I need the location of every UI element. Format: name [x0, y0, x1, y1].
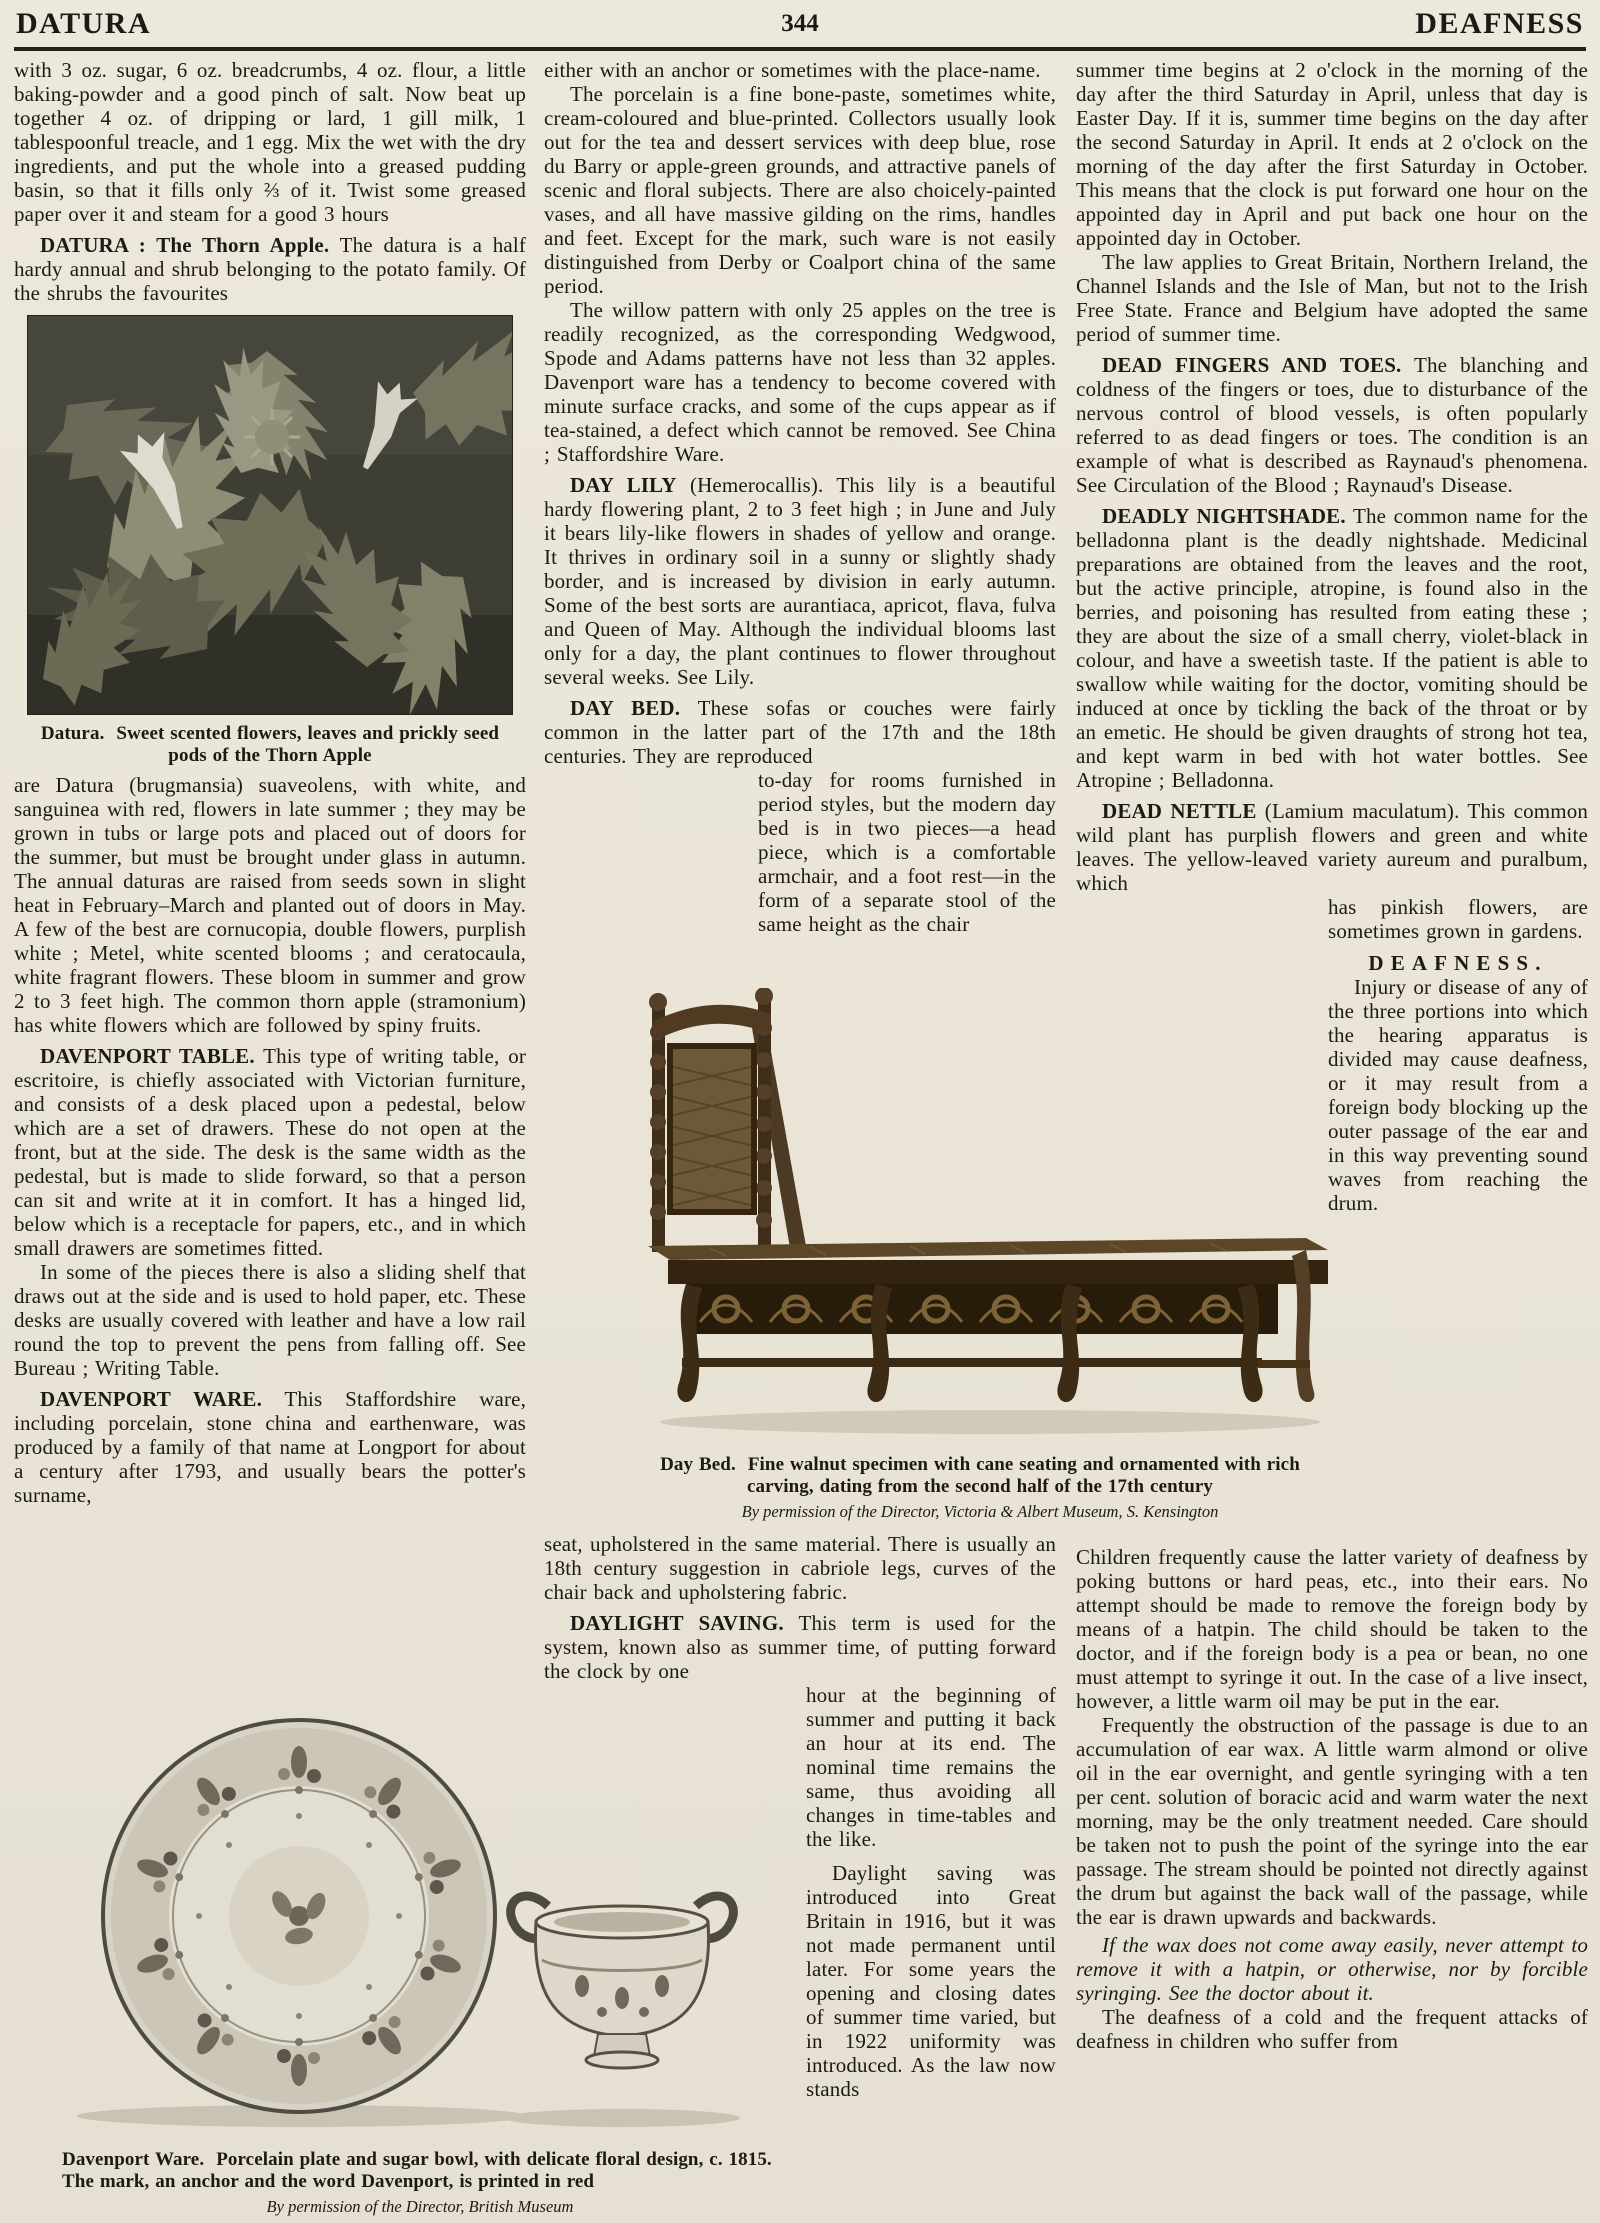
paragraph-deafness-children: Children frequently cause the latter variety of deafness by poking buttons or hard peas, etc., into their ears. No attempt should be made to remove the foreign body by means of a hatpin. The child should be taken to the doctor, and if the foreign body is a pea or bean, no one must attempt to syringe it out. In the case of a live insect, however, a little warm oil may be put in the ear. [1076, 1545, 1588, 1713]
entry-davenport-table [14, 1044, 526, 1260]
caption-text: Sweet scented flowers, leaves and prickly seed pods of the Thorn Apple [116, 723, 500, 766]
entry-body: to-day for rooms furnished in period styles, but the modern day bed is in two pieces—a head piece, which is a comfortable armchair, and a foot rest—in the form of a separate stool of the same height as the chair [758, 768, 1056, 936]
paragraph-ear-wax: Frequently the obstruction of the passage is due to an accumulation of ear wax. A little warm almond or olive oil in the ear overnight, and gentle syringing with a ten per cent. solution of boracic acid and warm water the next morning, may be the only treatment needed. Care should be taken not to push the point of the syringe into the ear passage. The stream should be pointed not directly against the drum but against the back wall of the passage, while the ear is drawn upwards and backwards. [1076, 1713, 1588, 1929]
davenport-ware-photo [62, 1716, 762, 2136]
paragraph-nettle-wrap [1076, 895, 1588, 943]
entry-deadly-nightshade [1076, 504, 1588, 792]
caption-lead: Datura. [40, 723, 105, 744]
paragraph-willow-pattern: The willow pattern with only 25 apples on the tree is readily recognized, as the corresponding Wedgwood, Spode and Adams patterns have not less than 32 apples. Davenport ware has a tendency to become covered with minute surface cracks, and some of the cups appear as if tea-stained, a defect which cannot be removed. See China ; Staffordshire Ware. [544, 298, 1056, 466]
entry-davenport-ware [14, 1387, 526, 1507]
paragraph-porcelain: The porcelain is a fine bone-paste, sometimes white, cream-coloured and blue-printed. Collectors usually look out for the tea and dessert services with deep blue, rose du Barry or apple-green grounds, and attractive panels of scenic and floral subjects. There are also choicely-painted vases, and all have massive gilding on the rims, handles and feet. Except for the mark, such ware is not easily distinguished from Derby or Coalport china of the same period. [544, 82, 1056, 298]
entry-heading: DAY LILY [570, 473, 677, 497]
header-rule [14, 47, 1586, 51]
entry-heading: DEAD FINGERS AND TOES. [1102, 353, 1402, 377]
entry-heading: DAY BED. [570, 696, 681, 720]
davenport-ware-credit: By permission of the Director, British Museum [266, 2197, 574, 2216]
caption-text: Porcelain plate and sugar bowl, with delicate floral design, c. 1815. The mark, an anchor and the word Davenport, is printed in red [62, 2149, 772, 2192]
paragraph-anchor-mark: either with an anchor or sometimes with the place-name. [544, 58, 1041, 82]
entry-heading: DEAD NETTLE [1102, 799, 1257, 823]
paragraph-daylight-history: Daylight saving was introduced into Great Britain in 1916, but it was not made permanent until later. For some years the opening and closing dates of summer time varied, but in 1922 uniformity was introduced. As the law now stands [806, 1861, 1056, 2101]
davenport-ware-caption [62, 2149, 778, 2193]
entry-heading: DATURA : The Thorn Apple. [40, 233, 330, 257]
entry-body: This Staffordshire ware, including porcelain, stone china and earthenware, was produced by a family of that name at Longport for about a century after 1793, and usually bears the potter's surname, [14, 1387, 526, 1507]
entry-datura [14, 233, 526, 305]
header-right-title: DEAFNESS [1415, 7, 1584, 40]
caption-lead: Day Bed. [660, 1454, 736, 1475]
paragraph-davenport-pieces: In some of the pieces there is also a sliding shelf that draws out at the side and is used to hold paper, etc. These desks are usually covered with leather and have a low rail round the top to prevent the pens from falling off. See Bureau ; Writing Table. [14, 1260, 526, 1380]
entry-heading: DAYLIGHT SAVING. [570, 1611, 784, 1635]
datura-figure [14, 315, 526, 767]
entry-body: The datura is a half hardy annual and shrub belonging to the potato family. Of the shrubs the favourites [14, 233, 526, 305]
page-header [16, 7, 1584, 45]
entry-dead-nettle [1076, 799, 1588, 895]
entry-deafness-body: Injury or disease of any of the three portions into which the hearing apparatus is divided may cause deafness, or it may result from a foreign body blocking up the outer passage of the ear and in this way preventing sound waves from reaching the drum. [1328, 975, 1588, 1215]
daybed-figure [590, 988, 1370, 1522]
page-number: 344 [781, 10, 819, 37]
entry-day-bed [544, 696, 1056, 768]
entry-heading: DAVENPORT TABLE. [40, 1044, 255, 1068]
entry-dead-fingers [1076, 353, 1588, 497]
header-left-title: DATURA [16, 7, 152, 40]
paragraph-summer-law: The law applies to Great Britain, Northern Ireland, the Channel Islands and the Isle of Man, but not to the Irish Free State. France and Belgium have adopted the same period of summer time. [1076, 250, 1588, 346]
paragraph-wax-warning: If the wax does not come away easily, never attempt to remove it with a hatpin, or otherwise, nor by forcible syringing. See the doctor about it. [1076, 1933, 1588, 2005]
entry-body: This type of writing table, or escritoire, is chiefly associated with Victorian furniture, and consists of a desk placed upon a pedestal, below which are a set of drawers. These do not open at the front, but at the side. The desk is the same width as the pedestal, but is made to slide forward, so that a person can sit and write at it in comfort. It has a hinged lid, below which is a receptacle for papers, etc., and in which small drawers are sometimes fitted. [14, 1044, 526, 1260]
entry-body: The common name for the belladonna plant is the deadly nightshade. Medicinal preparations are obtained from the leaves and the root, but the active principle, atropine, is found also in the berries, and poisoning has resulted from eating these ; they are about the size of a small cherry, violet-black in colour, and have a sweetish taste. If the patient is able to swallow while waiting for the doctor, vomiting should be induced at once by tickling the back of the throat or by an emetic. He should be given draughts of strong hot tea, and kept warm in bed with hot water bottles. See Atropine ; Belladonna. [1076, 504, 1588, 792]
davenport-ware-figure [62, 1716, 778, 2217]
entry-heading: DAVENPORT WARE. [40, 1387, 262, 1411]
entry-heading: DEAFNESS. [1368, 951, 1548, 975]
column-3-lower [1076, 1545, 1588, 2053]
entry-body: has pinkish flowers, are sometimes grown in gardens. [1328, 895, 1588, 943]
entry-paren: (Lamium maculatum). [1264, 799, 1460, 823]
entry-day-lily [544, 473, 1056, 689]
paragraph-day-bed-wrap [544, 768, 1056, 936]
datura-caption [31, 723, 509, 767]
entry-body: This lily is a beautiful hardy flowering plant, 2 to 3 feet high ; in June and July it bears lily-like flowers in shades of yellow and orange. It thrives in ordinary soil in a sunny or slightly shady border, and is increased by division in early autumn. Some of the best sorts are aurantiaca, apricot, flava, fulva and Queen of May. Although the individual blooms last only for a day, the plant continues to flower throughout several weeks. See Lily. [544, 473, 1057, 689]
entry-daylight-saving [544, 1611, 1056, 1683]
paragraph-daturas: are Datura (brugmansia) suaveolens, with white, and sanguinea with red, flowers in late summer ; they may be grown in tubs or large pots and placed out of doors for the summer, but must be brought under glass in autumn. The annual daturas are raised from seeds sown in slight heat in February–March and planted out of doors in May. A few of the best are cornucopia, double flowers, purplish white ; Metel, white scented blooms ; and ceratocaula, white fragrant flowers. These bloom in summer and grow 2 to 3 feet high. The common thorn apple (stramonium) has white flowers which are followed by spiny fruits. [14, 773, 526, 1037]
daybed-photo [590, 988, 1370, 1443]
entry-body: This term is used for the system, known also as summer time, of putting forward the clock by one [544, 1611, 1056, 1683]
paragraph-seat: seat, upholstered in the same material. There is usually an 18th century suggestion in cabriole legs, curves of the chair back and upholstering fabric. [544, 1532, 1056, 1604]
entry-body: These sofas or couches were fairly common in the latter part of the 17th and the 18th centuries. They are reproduced [544, 696, 1056, 768]
column-1 [14, 58, 526, 1507]
caption-lead: Davenport Ware. [62, 2149, 205, 2170]
caption-text: Fine walnut specimen with cane seating and ornamented with rich carving, dating from the second half of the 17th century [747, 1454, 1300, 1497]
paragraph-summer-time: summer time begins at 2 o'clock in the morning of the day after the third Saturday in April, unless that day is Easter Day. If it is, summer time begins on the day after the second Saturday in April. It ends at 2 o'clock on the morning of the day after the first Saturday in October. This means that the clock is put forward one hour on the appointed day in April and put back one hour on the appointed day in October. [1076, 58, 1588, 250]
paragraph-cold-deafness: The deafness of a cold and the frequent attacks of deafness in children who suffer from [1076, 2005, 1588, 2053]
daybed-credit: By permission of the Director, Victoria & Albert Museum, S. Kensington [741, 1502, 1219, 1521]
entry-body: This common wild plant has purplish flowers and green and white leaves. The yellow-leaved variety aureum and puralbum, which [1076, 799, 1588, 895]
entry-heading: DEADLY NIGHTSHADE. [1102, 504, 1346, 528]
entry-paren: (Hemerocallis). [689, 473, 824, 497]
daybed-caption [635, 1454, 1325, 1498]
paragraph-pudding-recipe: with 3 oz. sugar, 6 oz. breadcrumbs, 4 oz. flour, a little baking-powder and a good pinch of salt. Now beat up together 4 oz. of dripping or lard, 1 gill milk, 1 tablespoonful treacle, and 1 egg. Mix the wet with the dry ingredients, and put the whole into a greased pudding basin, so that it fills only ⅔ of it. Twist some greased paper over it and steam for a good 3 hours [14, 58, 526, 226]
entry-body: hour at the beginning of summer and putting it back an hour at its end. The nominal time remains the same, thus avoiding all changes in time-tables and the like. [806, 1683, 1056, 1851]
datura-photo [27, 315, 513, 715]
entry-body: The blanching and coldness of the fingers or toes, due to disturbance of the nervous control of blood vessels, is often popularly referred to as dead fingers or toes. The condition is an example of what is described as Raynaud's phenomena. See Circulation of the Blood ; Raynaud's Disease. [1076, 353, 1588, 497]
